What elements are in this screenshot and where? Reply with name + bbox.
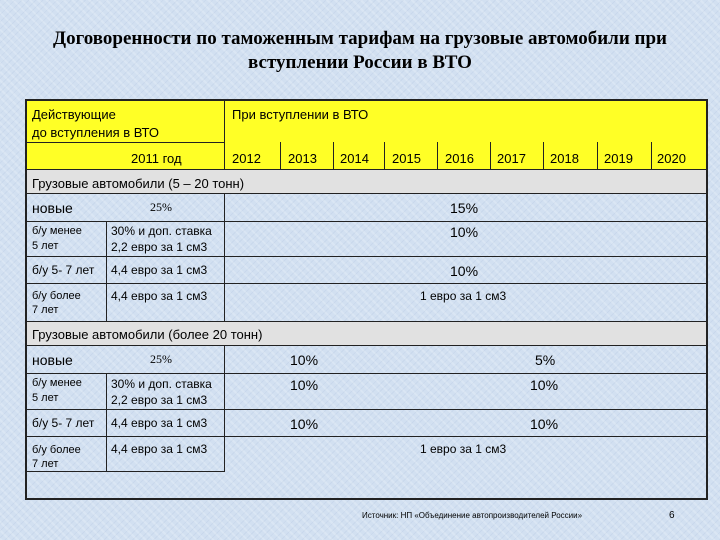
header-year: 2017	[497, 151, 526, 166]
row-current: 2,2 евро за 1 см3	[111, 240, 208, 254]
header-year: 2019	[604, 151, 633, 166]
table-border-bottom	[25, 498, 708, 500]
row-label: б/у более	[32, 290, 81, 302]
section1-title: Грузовые автомобили (5 – 20 тонн)	[32, 176, 245, 191]
row-line	[25, 321, 707, 322]
row-value: 10%	[450, 263, 479, 279]
year-divider	[333, 142, 334, 170]
row-current: 4,4 евро за 1 см3	[111, 289, 208, 303]
row-current: 4,4 евро за 1 см3	[111, 416, 208, 430]
row-value: 10%	[530, 416, 559, 432]
year-divider	[384, 142, 385, 170]
row-label: 7 лет	[32, 304, 59, 316]
source-note: Источник: НП «Объединение автопроизводителей России»	[362, 511, 583, 520]
col-line	[224, 194, 225, 321]
header-current-line1: Действующие	[32, 107, 116, 122]
row-value: 10%	[290, 377, 319, 393]
row-label: б/у менее	[32, 377, 82, 389]
row-current: 25%	[150, 352, 172, 366]
row-current: 25%	[150, 200, 172, 214]
title-line-1: Договоренности по таможенным тарифам на грузовые автомобили при	[53, 28, 667, 49]
row-current: 2,2 евро за 1 см3	[111, 393, 208, 407]
row-label: новые	[32, 200, 73, 216]
year-divider	[543, 142, 544, 170]
row-label: 5 лет	[32, 240, 59, 252]
row-line	[25, 373, 707, 374]
header-year: 2012	[232, 151, 261, 166]
header-current-line2: до вступления в ВТО	[32, 125, 160, 140]
row-line	[25, 436, 707, 437]
row-label: б/у менее	[32, 225, 82, 237]
row-current: 30% и доп. ставка	[111, 224, 212, 238]
header-year: 2016	[445, 151, 474, 166]
row-value: 15%	[450, 200, 479, 216]
header-year: 2015	[392, 151, 421, 166]
row-value: 10%	[530, 377, 559, 393]
row-value: 5%	[535, 352, 556, 368]
year-divider	[490, 142, 491, 170]
header-year: 2013	[288, 151, 317, 166]
row-label: 7 лет	[32, 458, 59, 470]
row-value: 1 евро за 1 см3	[420, 289, 507, 303]
page-title	[20, 27, 700, 75]
header-after-wto: При вступлении в ВТО	[232, 107, 369, 122]
row-line	[25, 221, 707, 222]
col-line	[224, 346, 225, 472]
year-divider	[597, 142, 598, 170]
row-line	[25, 409, 707, 410]
col-line	[106, 374, 107, 472]
row-value: 10%	[290, 416, 319, 432]
row-label: 5 лет	[32, 392, 59, 404]
row-label: б/у более	[32, 444, 81, 456]
table-border-left	[25, 99, 27, 500]
header-divider-h	[25, 142, 225, 143]
page-number: 6	[669, 510, 675, 521]
year-divider	[437, 142, 438, 170]
row-label: б/у 5- 7 лет	[32, 263, 95, 277]
row-line	[25, 283, 707, 284]
year-divider	[651, 142, 652, 170]
row-current: 4,4 евро за 1 см3	[111, 263, 208, 277]
row-line	[25, 193, 707, 194]
title-line-2: вступлении России в ВТО	[248, 52, 472, 73]
section2-title: Грузовые автомобили (более 20 тонн)	[32, 327, 263, 342]
row-line	[25, 345, 707, 346]
row-current: 30% и доп. ставка	[111, 377, 212, 391]
row-current: 4,4 евро за 1 см3	[111, 442, 208, 456]
col-line	[106, 222, 107, 321]
row-value: 10%	[290, 352, 319, 368]
row-label: б/у 5- 7 лет	[32, 416, 95, 430]
header-year: 2018	[550, 151, 579, 166]
row-value: 1 евро за 1 см3	[420, 442, 507, 456]
row-line	[25, 256, 707, 257]
header-divider	[224, 100, 225, 170]
row-value: 10%	[450, 224, 479, 240]
header-bottom-line	[25, 169, 707, 170]
table-border-right	[706, 99, 708, 500]
year-divider	[280, 142, 281, 170]
row-label: новые	[32, 352, 73, 368]
header-year-2011: 2011 год	[131, 151, 182, 166]
header-year: 2020	[657, 151, 686, 166]
table-border-top	[25, 99, 708, 101]
header-year: 2014	[340, 151, 369, 166]
